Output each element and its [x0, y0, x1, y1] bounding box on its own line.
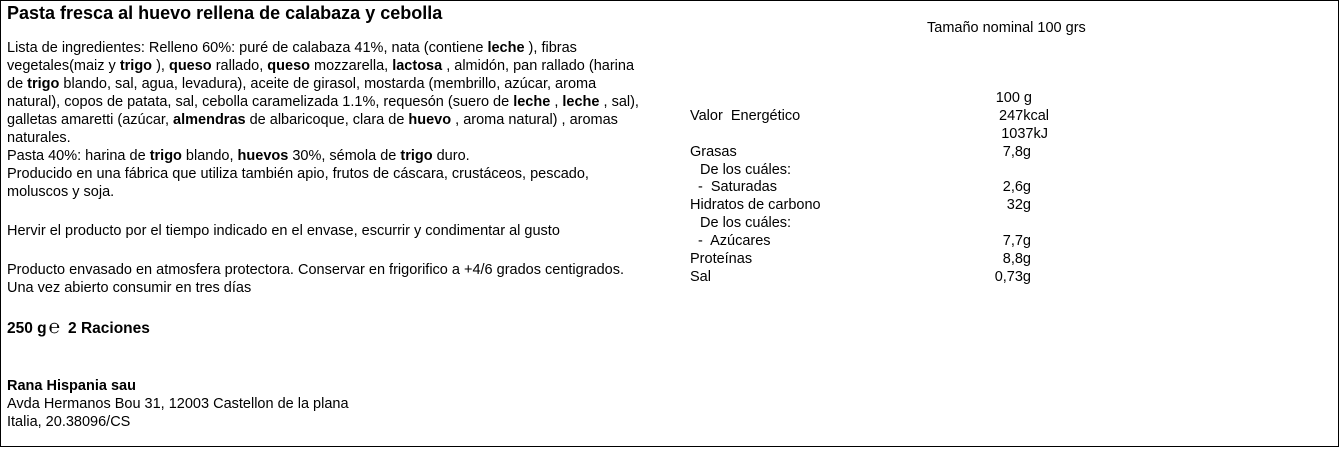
ingredient-text: ), fibras vegetales(maiz y — [7, 40, 577, 74]
company-address: Avda Hermanos Bou 31, 12003 Castellon de la plana — [7, 396, 349, 412]
allergen: huevo — [408, 112, 452, 128]
nutrient-label: Proteínas — [690, 251, 753, 268]
ingredient-text: rallado, — [211, 58, 268, 74]
nutrition-row — [690, 90, 1060, 108]
cross-contamination-note: Producido en una fábrica que utiliza también apio, frutos de cáscara, crustáceos, pescado, moluscos y soja. — [7, 166, 589, 200]
spacer — [7, 240, 647, 261]
ingredient-text: , sal), galletas amaretti (azúcar, — [7, 94, 639, 128]
nominal-size: Tamaño nominal 100 grs — [927, 20, 1086, 36]
ingredient-text: 30%, sémola de — [288, 148, 401, 164]
nutrient-label: Valor Energético — [690, 107, 801, 124]
net-quantity — [7, 318, 150, 339]
nutrient-label: Grasas — [690, 143, 737, 160]
nutrition-row — [690, 108, 1060, 126]
allergen: queso — [168, 58, 212, 74]
nutrition-row — [690, 126, 1060, 144]
nutrition-row — [690, 144, 1060, 162]
nutrient-label: - Azúcares — [698, 233, 771, 250]
storage-instructions: Producto envasado en atmosfera protectora. Conservar en frigorifico a +4/6 grados centigrados. Una vez abierto consumir en tres días — [7, 262, 625, 296]
nutrient-value: 8,8g — [1002, 251, 1031, 268]
net-weight: 250 g — [7, 320, 47, 337]
ingredient-text: blando, sal, agua, levadura), aceite de girasol, mostarda (membrillo, azúcar, aroma natural), copos de patata, sal, cebolla caramelizada 1.1%, requesón (suero de — [7, 76, 597, 110]
nutrient-label: De los cuáles: — [700, 161, 792, 178]
ingredient-text: Lista de ingredientes: Relleno 60%: puré de calabaza 41%, nata (contiene — [7, 40, 488, 56]
allergen: leche — [562, 94, 600, 110]
nutrition-row — [690, 233, 1060, 251]
nutrient-value: 2,6g — [1002, 179, 1031, 196]
ingredient-text: blando, — [181, 148, 238, 164]
allergen: lactosa — [392, 58, 443, 74]
allergen: trigo — [27, 76, 60, 92]
allergen: almendras — [173, 112, 246, 128]
nutrition-row — [690, 251, 1060, 269]
nutrient-value: 100 g — [995, 90, 1032, 106]
allergen: trigo — [119, 58, 153, 74]
spacer — [7, 201, 647, 222]
ingredient-text: , aroma natural) , aromas naturales. — [7, 112, 618, 146]
ingredient-text: de albaricoque, clara de — [245, 112, 409, 128]
nutrient-value: 7,8g — [1002, 143, 1031, 160]
nutrient-value: 247kcal — [999, 107, 1049, 124]
nutrition-table — [690, 90, 1060, 287]
company-info — [7, 377, 349, 431]
product-title: Pasta fresca al huevo rellena de calabaza y cebolla — [7, 3, 443, 23]
ingredient-text: , — [550, 94, 563, 110]
estimated-sign-icon: ℮ — [48, 316, 61, 338]
nutrient-label: Hidratos de carbono — [690, 197, 821, 214]
allergen: leche — [513, 94, 551, 110]
nutrition-row — [690, 162, 1060, 180]
nutrition-row — [690, 197, 1060, 215]
company-name: Rana Hispania sau — [7, 378, 136, 394]
allergen: trigo — [400, 148, 433, 164]
nutrition-row — [690, 269, 1060, 287]
ingredient-text: , almidón, pan rallado (harina de — [7, 58, 635, 92]
nutrient-value: 7,7g — [1002, 233, 1031, 250]
pasta-ingredients — [7, 147, 647, 165]
ingredient-text: ), — [152, 58, 169, 74]
allergen: queso — [267, 58, 310, 74]
ingredients-list — [7, 39, 647, 147]
nutrition-row — [690, 215, 1060, 233]
nutrient-value: 0,73g — [994, 268, 1031, 285]
allergen: leche — [487, 40, 525, 56]
nutrient-value: 32g — [1006, 197, 1031, 214]
allergen: trigo — [149, 148, 182, 164]
nutrient-label: Sal — [690, 268, 711, 285]
ingredient-text: duro. — [432, 148, 470, 164]
portions: 2 Raciones — [68, 320, 150, 337]
ingredients-section — [7, 39, 647, 297]
ingredient-text: Pasta 40%: harina de — [7, 148, 150, 164]
nutrient-label: - Saturadas — [698, 179, 777, 196]
company-origin: Italia, 20.38096/CS — [7, 414, 131, 430]
nutrient-label: De los cuáles: — [700, 215, 792, 232]
ingredient-text: mozzarella, — [310, 58, 393, 74]
allergen: huevos — [237, 148, 289, 164]
nutrition-row — [690, 179, 1060, 197]
nutrient-value: 1037kJ — [1001, 125, 1048, 142]
cooking-instructions: Hervir el producto por el tiempo indicado en el envase, escurrir y condimentar al gusto — [7, 223, 560, 239]
